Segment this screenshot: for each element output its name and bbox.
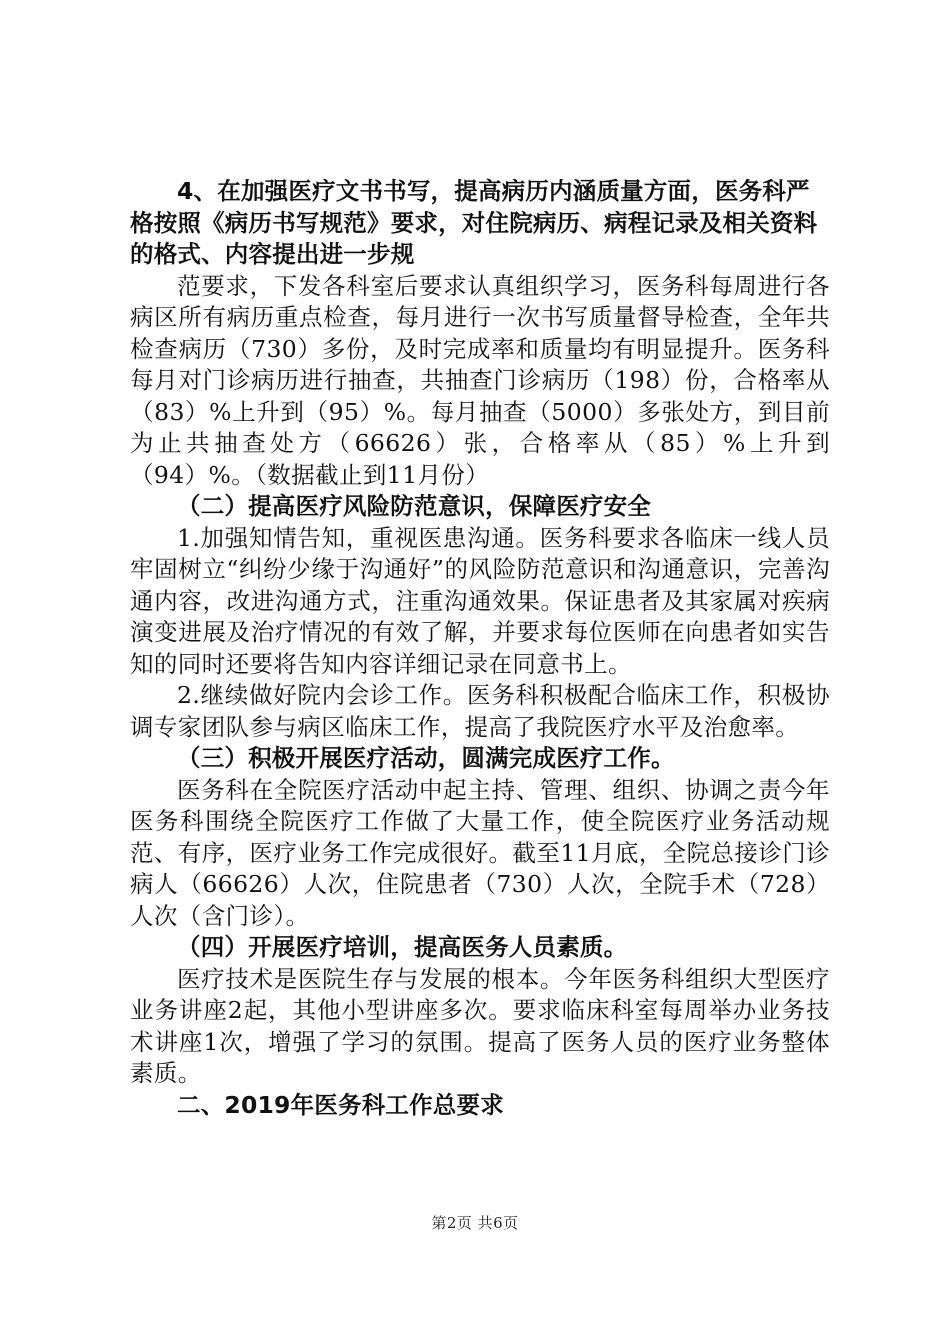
section2-item1: 1.加强知情告知，重视医患沟通。医务科要求各临床一线人员牢固树立“纠纷少缘于沟通好”的风险防范意识和沟通意识，完善沟通内容，改进沟通方式，注重沟通效果。保证患者及其家属对疾病演变进展及治疗情况的有效了解，并要求每位医师在向患者如实告知的同时还要将告知内容详细记录在同意书上。: [130, 523, 830, 678]
section2-heading: （二）提高医疗风险防范意识，保障医疗安全: [177, 492, 651, 520]
section3-heading: （三）积极开展医疗活动，圆满完成医疗工作。: [177, 744, 675, 772]
section4-heading: （四）开展医疗培训，提高医务人员素质。: [177, 933, 628, 961]
document-body: [130, 176, 830, 1121]
part2-heading: 二、2019年医务科工作总要求: [177, 1090, 504, 1119]
section2-item2: 2.继续做好院内会诊工作。医务科积极配合临床工作，积极协调专家团队参与病区临床工作，提高了我院医疗水平及治愈率。: [130, 681, 830, 741]
point4-body: 范要求，下发各科室后要求认真组织学习，医务科每周进行各病区所有病历重点检查，每月进行一次书写质量督导检查，全年共检查病历（730）多份，及时完成率和质量均有明显提升。医务科每月对门诊病历进行抽查，共抽查门诊病历（198）份，合格率从（83）%上升到（95）%。每月抽查（5000）多张处方，到目前为止共抽查处方（66626）张，合格率从（85）%上升到（94）%。（数据截止到11月份）: [130, 271, 830, 489]
point4-heading: 4、在加强医疗文书书写，提高病历内涵质量方面，医务科严格按照《病历书写规范》要求，对住院病历、病程记录及相关资料的格式、内容提出进一步规: [130, 177, 818, 268]
section3-body: 医务科在全院医疗活动中起主持、管理、组织、协调之责今年医务科围绕全院医疗工作做了大量工作，使全院医疗业务活动规范、有序，医疗业务工作完成很好。截至11月底，全院总接诊门诊病人（66626）人次，住院患者（730）人次，全院手术（728）人次（含门诊）。: [130, 775, 830, 930]
section4-body: 医疗技术是医院生存与发展的根本。今年医务科组织大型医疗业务讲座2起，其他小型讲座多次。要求临床科室每周举办业务技术讲座1次，增强了学习的氛围。提高了医务人员的医疗业务整体素质。: [130, 964, 830, 1087]
page-indicator: 第2页 共6页: [431, 1214, 519, 1232]
